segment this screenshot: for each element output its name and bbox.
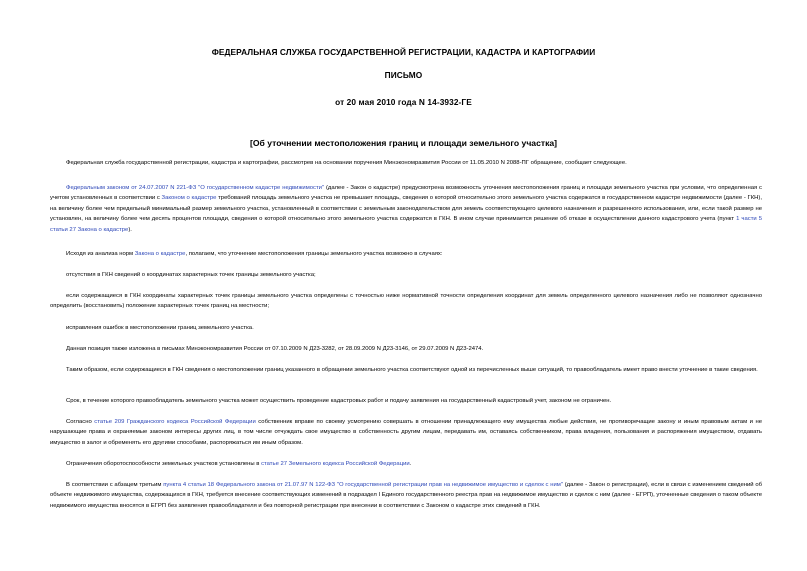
paragraph-position (50, 344, 762, 354)
paragraph-conclusion (50, 365, 762, 375)
paragraph-law-basis-text-c: ). (128, 226, 132, 233)
paragraph-law-basis (50, 183, 762, 235)
paragraph-civil-code-text-b: собственник вправе по своему усмотрению совершать в отношении принадлежащего ему имущества любые действия, не противоречащие закону и иным правовым актам и не нарушающие права и охраняемые законом интересы других лиц, в том числе отчуждать свое имущество в собственность другим лицам, передавать им, оставаясь собственником, права владения, пользования и распоряжения имуществом, отдавать имущество в залог и обременять его другими способами, распоряжаться им иным образом. (50, 419, 763, 446)
link-law-122-article-18[interactable]: пункта 4 статьи 18 Федерального закона от 21.07.97 N 122-ФЗ "О государственной регистрации прав на недвижимое имущество и сделок с ним" (163, 482, 563, 488)
link-land-code-article-27[interactable]: статье 27 Земельного кодекса Российской Федерации (261, 461, 410, 467)
paragraph-position-text: Данная позиция также изложена в письмах Минэкономразвития России от 07.10.2009 N Д23-3282, от 28.09.2009 N Д23-3146, от 29.07.2009 N Д23-2474. (66, 346, 484, 352)
paragraph-civil-code (50, 417, 762, 448)
paragraph-case-2-text: если содержащиеся в ГКН координаты характерных точек границы земельного участка определены с точностью ниже нормативной точности определения координат для земель определенного целевого назначения либо не позволяют однозначно определить (восстановить) положение характерных точек границ на местности; (50, 293, 762, 310)
paragraph-intro-text: Федеральная служба государственной регистрации, кадастра и картографии, рассмотрев на основании поручения Минэкономразвития России от 11.05.2010 N 2088-ПГ обращение, сообщает следующее. (66, 160, 627, 166)
link-point-1-part-5-article-27[interactable]: 1 части 5 статьи 27 Закона о кадастре (50, 216, 763, 233)
paragraph-term (50, 396, 762, 406)
paragraph-conclusion-text: Таким образом, если содержащиеся в ГКН сведения о местоположении границ указанного в обращении земельного участка соответствуют одной из перечисленных выше ситуаций, то правообладатель имеет право внести уточнение в такие сведения. (66, 367, 758, 373)
paragraph-civil-code-text-a: Согласно (66, 419, 95, 425)
link-civil-code-article-209[interactable]: статье 209 Гражданского кодекса Российской Федерации (94, 419, 256, 425)
paragraph-analysis-text-a: Исходя из анализа норм (66, 251, 135, 257)
document-date-number: от 20 мая 2010 года N 14-3932-ГЕ (335, 97, 472, 107)
paragraph-case-3-text: исправления ошибок в местоположении границ земельного участка. (66, 325, 254, 331)
document-type: ПИСЬМО (384, 70, 423, 80)
paragraph-registration-text-b: (далее - Закон о регистрации), если в связи с изменением сведений об объекте недвижимого имущества, содержащихся в ГКН, требуется внесение соответствующих изменений в подраздел I Единого государственного реестра прав на недвижимое имущество и сделок с ним (далее - ЕГРП), уточненные сведения о таком объекте недвижимого имущества вносятся в ЕГРП без заявления правообладателя и без повторной регистрации при внесении в соответствии с Законом о кадастре этих сведений в ГКН. (50, 482, 762, 509)
paragraph-analysis (50, 249, 762, 259)
paragraph-case-3 (50, 323, 762, 333)
link-law-221[interactable]: Федеральным законом от 24.07.2007 N 221-ФЗ "О государственном кадастре недвижимости" (66, 185, 325, 191)
paragraph-law-basis-text-b: требований площадь земельного участка не превышает площадь, сведения о которой относительно этого земельного участка содержатся в государственном кадастре недвижимости (далее - ГКН), на величину более чем предельный минимальный размер земельного участка, установленный в соответствии с земельным законодательством для земель соответствующего целевого назначения и разрешенного использования, или, если такой размер не установлен, на величину более чем десять процентов площади, сведения о которой относительно этого земельного участка содержатся в ГКН. В ином случае принимается решение об отказе в осуществлении данного кадастрового учета (пункт (50, 195, 762, 223)
paragraph-registration-text-a: В соответствии с абзацем третьим (66, 482, 164, 488)
paragraph-land-code (50, 459, 762, 469)
paragraph-case-1 (50, 270, 762, 280)
paragraph-case-2 (50, 291, 762, 312)
paragraph-intro (50, 158, 762, 168)
paragraph-registration (50, 480, 762, 511)
paragraph-land-code-text-b: . (409, 461, 412, 467)
link-cadastre-law[interactable]: Законом о кадастре (161, 195, 217, 202)
paragraph-law-basis-text-a: (далее - Закон о кадастре) предусмотрена возможность уточнения местоположения границ и площади земельного участка при условии, что определенная с учетом установленных в соответствии с (50, 185, 762, 202)
paragraph-term-text: Срок, в течение которого правообладатель земельного участка может осуществить проведение кадастровых работ и подачу заявления на государственный кадастровый учет, законом не ограничен. (66, 398, 612, 404)
document-subject: [Об уточнении местоположения границ и площади земельного участка] (249, 138, 558, 148)
link-cadastre-law-2[interactable]: Закона о кадастре (134, 251, 186, 257)
agency-title: ФЕДЕРАЛЬНАЯ СЛУЖБА ГОСУДАРСТВЕННОЙ РЕГИСТРАЦИИ, КАДАСТРА И КАРТОГРАФИИ (211, 47, 596, 57)
paragraph-analysis-text-b: , полагаем, что уточнение местоположения границы земельного участка возможно в случаях: (185, 251, 443, 257)
paragraph-case-1-text: отсутствия в ГКН сведений о координатах характерных точек границы земельного участка; (66, 272, 316, 278)
paragraph-land-code-text-a: Ограничения оборотоспособности земельных участков установлены в (66, 461, 262, 467)
